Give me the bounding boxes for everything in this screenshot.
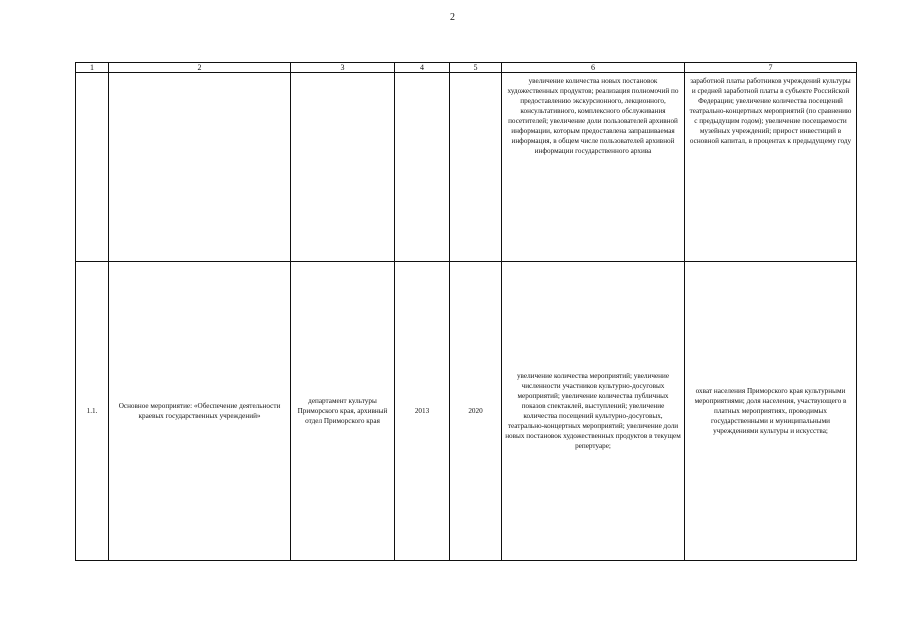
cell-results [502,73,685,262]
cell-end-text: 2020 [468,407,483,415]
cell-start-text: 2013 [414,407,430,415]
cell-name [109,73,291,262]
cell-name-text: Основное мероприятие: «Обеспечение деятельности краевых государственных учреждений» [118,402,281,420]
cell-start [395,262,450,561]
cell-num [76,73,109,262]
col-header-3: 3 [291,63,395,73]
program-table [75,62,857,561]
cell-results [502,262,685,561]
cell-num-text: 1.1. [86,407,98,415]
col-header-2: 2 [109,63,291,73]
col-header-5: 5 [450,63,502,73]
cell-executor [291,73,395,262]
cell-indicators-text: охват населения Приморского края культурными мероприятиями; доля населения, участвующего в платных мероприятиях, проводимых государственными и муниципальными учреждениями культуры и искусства; [694,387,847,435]
cell-indicators-text: заработной платы работников учреждений культуры и средней заработной платы в субъекте Российской Федерации; увеличение количества посещений театрально-концертных мероприятий (по сравнению с предыдущим годом); увеличение посещаемости музейных учреждений; прирост инвестиций в основной капитал, в процентах к предыдущему году [689,77,852,145]
col-header-7: 7 [685,63,857,73]
col-header-1: 1 [76,63,109,73]
table-row [76,262,857,561]
cell-indicators [685,262,857,561]
cell-end [450,262,502,561]
cell-name [109,262,291,561]
cell-end [450,73,502,262]
cell-indicators [685,73,857,262]
table-row [76,73,857,262]
col-header-4: 4 [395,63,450,73]
cell-executor [291,262,395,561]
cell-num [76,262,109,561]
col-header-6: 6 [502,63,685,73]
cell-executor-text: департамент культуры Приморского края, архивный отдел Приморского края [297,397,388,425]
cell-results-text: увеличение количества мероприятий; увеличение численности участников культурно-досуговых мероприятий; увеличение количества публичных показов спектаклей, выступлений; увеличение количества посещений культурно-досуговых, театрально-концертных мероприятий; увеличение доли новых постановок художественных продуктов в текущем репертуаре; [505,372,681,450]
cell-start [395,73,450,262]
page-number: 2 [450,12,455,23]
header-row [76,63,857,73]
cell-results-text: увеличение количества новых постановок художественных продуктов; реализация полномочий по предоставлению экскурсионного, лекционного, консультативного, комплексного обслуживания посетителей; увеличение доли пользователей архивной информации, которым предоставлена запрашиваемая информация, в общем числе пользователей архивной информации государственного архива [507,77,679,155]
